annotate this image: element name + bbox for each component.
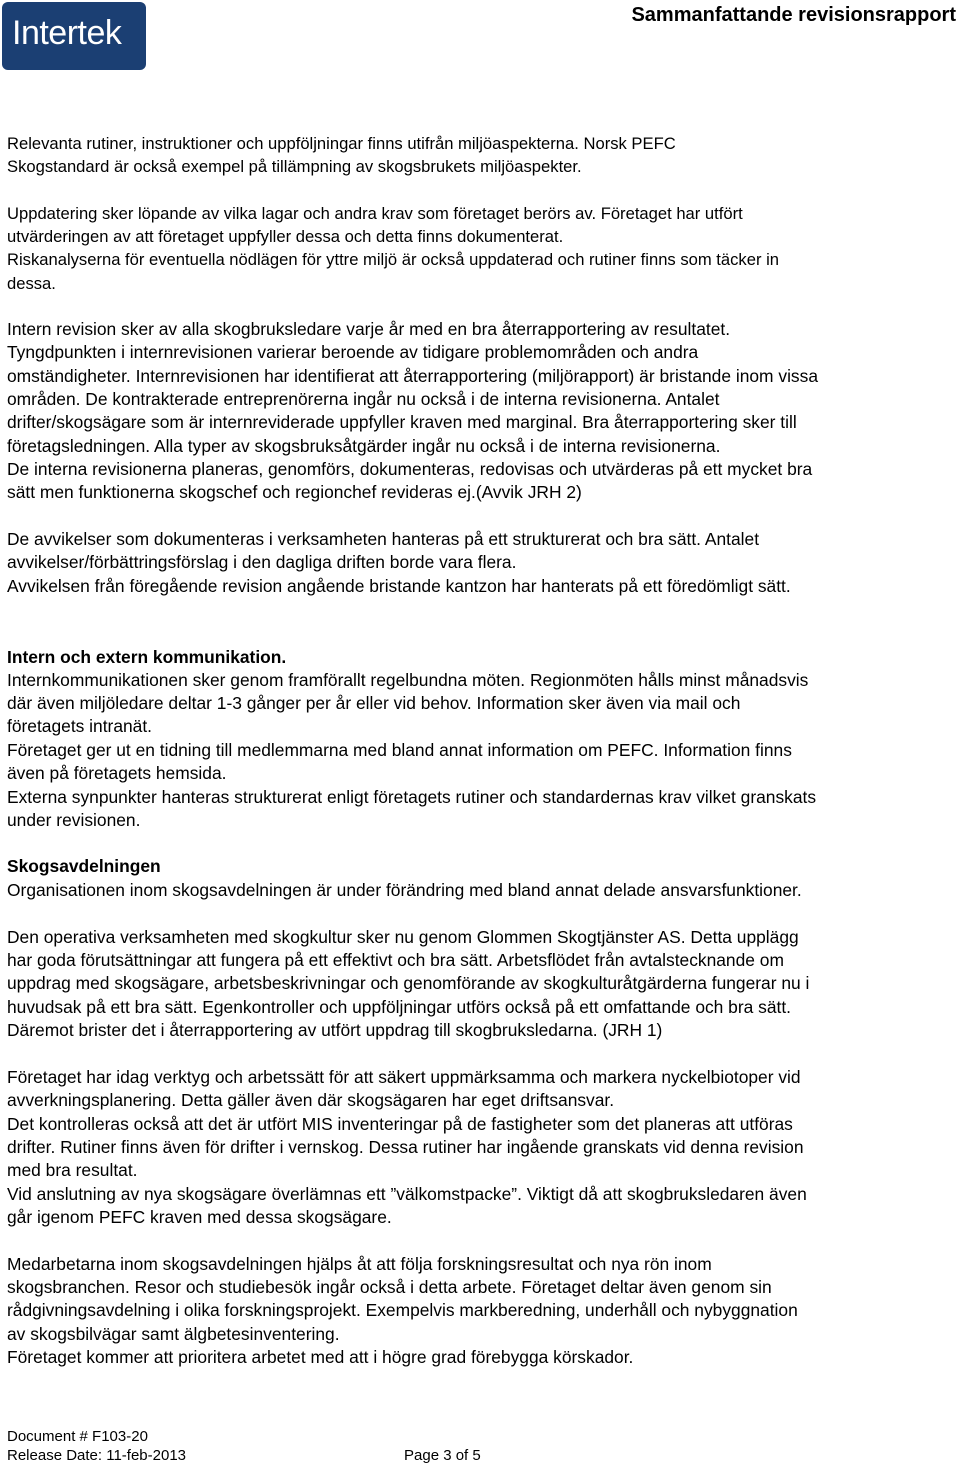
body-line: områden. De kontrakterade entreprenörerna ingår nu också i de interna revisionerna. Antalet xyxy=(7,389,720,409)
body-line: utvärderingen av att företaget uppfyller dessa och detta finns dokumenterat. xyxy=(7,227,564,246)
body-line: skogsbranchen. Resor och studiebesök ingår också i detta arbete. Företaget deltar även genom sin xyxy=(7,1277,772,1297)
body-line: Företaget har idag verktyg och arbetssätt för att säkert uppmärksamma och markera nyckelbiotoper vid xyxy=(7,1067,801,1087)
body-line: har goda förutsättningar att fungera på ett effektivt och bra sätt. Arbetsflödet från avtalstecknande om xyxy=(7,950,784,970)
body-line: rådgivningsavdelning i olika forskningsprojekt. Exempelvis markberedning, underhåll och nybyggnation xyxy=(7,1300,798,1320)
body-line: Avvikelsen från föregående revision angående bristande kantzon har hanterats på ett föredömligt sätt. xyxy=(7,576,791,596)
body-line: Relevanta rutiner, instruktioner och uppföljningar finns utifrån miljöaspekterna. Norsk PEFC xyxy=(7,134,676,153)
body-line: under revisionen. xyxy=(7,810,141,830)
body-line: Externa synpunkter hanteras strukturerat enligt företagets rutiner och standardernas krav vilket granskats xyxy=(7,787,817,807)
section-heading: Skogsavdelningen xyxy=(7,856,161,876)
body-line: drifter. Rutiner finns även för drifter i vernskog. Dessa rutiner har ingående granskats vid denna revision xyxy=(7,1137,804,1157)
body-line: där även miljöledare deltar 1-3 gånger per år eller vid behov. Information sker även via mail och xyxy=(7,693,741,713)
body-line: huvudsak på ett bra sätt. Egenkontroller och uppföljningar utförs också på ett omfattande och bra sätt. xyxy=(7,997,792,1017)
body-line: De avvikelser som dokumenteras i verksamheten hanteras på ett strukturerat och bra sätt. Antalet xyxy=(7,529,760,549)
body-line: företagets intranät. xyxy=(7,716,153,736)
body-line: Företaget kommer att prioritera arbetet med att i högre grad förebygga körskador. xyxy=(7,1347,634,1367)
body-line: Uppdatering sker löpande av vilka lagar och andra krav som företaget berörs av. Företaget har utfört xyxy=(7,204,743,223)
body-line: företagsledningen. Alla typer av skogsbruksåtgärder ingår nu också i de interna revisionerna. xyxy=(7,436,721,456)
body-line: går igenom PEFC kraven med dessa skogsägare. xyxy=(7,1207,392,1227)
body-line: drifter/skogsägare som är internreviderade uppfyller kraven med marginal. Bra återrapportering sker till xyxy=(7,412,797,432)
body-line: Det kontrolleras också att det är utfört MIS inventeringar på de fastigheter som det planeras att utföras xyxy=(7,1114,793,1134)
body-line: Organisationen inom skogsavdelningen är under förändring med bland annat delade ansvarsfunktioner. xyxy=(7,880,802,900)
body-line: avvikelser/förbättringsförslag i den dagliga driften borde vara flera. xyxy=(7,552,517,572)
body-line: sätt men funktionerna skogschef och regionchef revideras ej.(Avvik JRH 2) xyxy=(7,482,582,502)
body-line: med bra resultat. xyxy=(7,1160,138,1180)
body-line: Däremot brister det i återrapportering av utfört uppdrag till skogbruksledarna. (JRH 1) xyxy=(7,1020,663,1040)
body-line: Den operativa verksamheten med skogkultur sker nu genom Glommen Skogtjänster AS. Detta upplägg xyxy=(7,927,799,947)
footer-document-number: Document # F103-20 xyxy=(7,1428,148,1445)
body-line: Företaget ger ut en tidning till medlemmarna med bland annat information om PEFC. Information finns xyxy=(7,740,792,760)
body-line: Vid anslutning av nya skogsägare överlämnas ett ”välkomstpacke”. Viktigt då att skogbruksledaren även xyxy=(7,1184,807,1204)
body-line: Tyngdpunkten i internrevisionen varierar beroende av tidigare problemområden och andra xyxy=(7,342,699,362)
body-line: Skogstandard är också exempel på tillämpning av skogsbrukets miljöaspekter. xyxy=(7,157,582,176)
logo-text: Intertek xyxy=(12,14,122,52)
body-line: De interna revisionerna planeras, genomförs, dokumenteras, redovisas och utvärderas på ett mycket bra xyxy=(7,459,813,479)
body-line: uppdrag med skogsägare, arbetsbeskrivningar och genomförande av skogkulturåtgärderna fungerar nu i xyxy=(7,973,810,993)
body-line: avverkningsplanering. Detta gäller även där skogsägaren har eget driftsansvar. xyxy=(7,1090,615,1110)
intertek-logo xyxy=(2,2,146,70)
body-line: Intern revision sker av alla skogbruksledare varje år med en bra återrapportering av resultatet. xyxy=(7,319,731,339)
report-title: Sammanfattande revisionsrapport xyxy=(631,4,956,26)
footer-page-number: Page 3 of 5 xyxy=(404,1447,481,1464)
body-line: Medarbetarna inom skogsavdelningen hjälps åt att följa forskningsresultat och nya rön inom xyxy=(7,1254,712,1274)
body-line: Riskanalyserna för eventuella nödlägen för yttre miljö är också uppdaterad och rutiner finns som täcker in xyxy=(7,250,780,269)
body-line: även på företagets hemsida. xyxy=(7,763,227,783)
body-line: omständigheter. Internrevisionen har identifierat att återrapportering (miljörapport) är bristande inom vissa xyxy=(7,366,818,386)
section-heading: Intern och extern kommunikation. xyxy=(7,647,287,667)
footer-release-date: Release Date: 11-feb-2013 xyxy=(7,1447,187,1464)
body-line: Internkommunikationen sker genom framförallt regelbundna möten. Regionmöten hålls minst månadsvis xyxy=(7,670,809,690)
body-line: dessa. xyxy=(7,274,56,293)
body-line: av skogsbilvägar samt älgbetesinventering. xyxy=(7,1324,340,1344)
